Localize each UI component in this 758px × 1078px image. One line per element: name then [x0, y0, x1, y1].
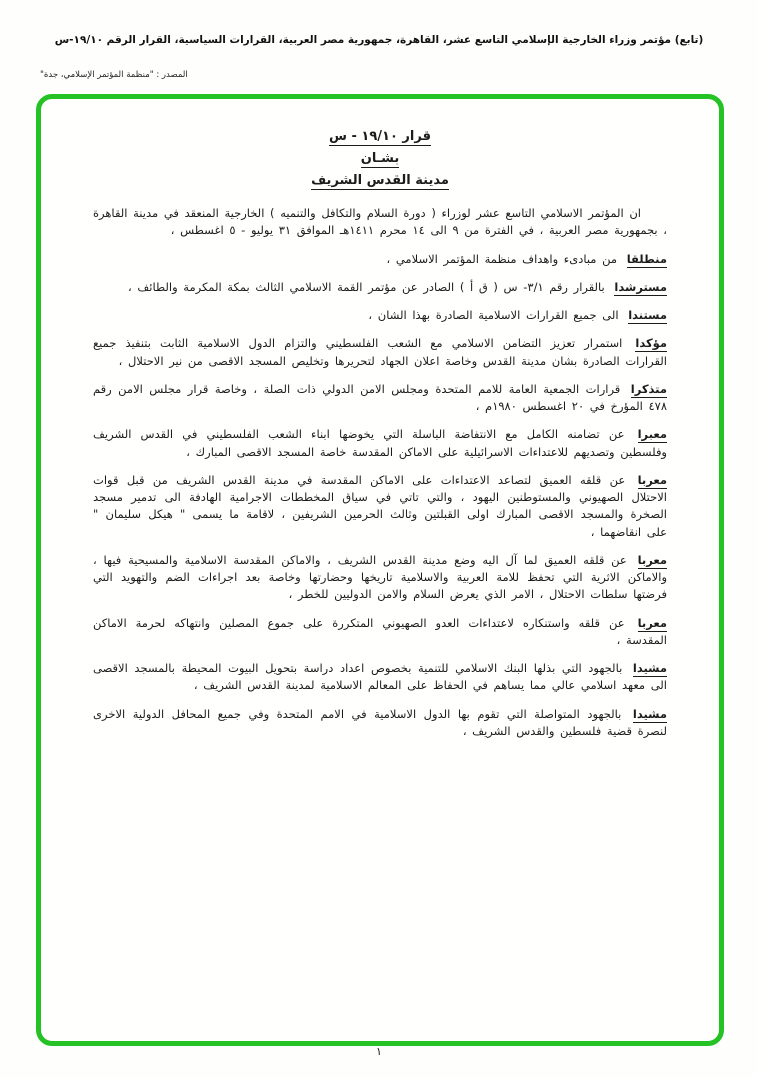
- paragraph-lead: معربا: [637, 615, 667, 630]
- title-line: مدينة القدس الشريف: [311, 173, 449, 188]
- paragraph-lead: مؤكدا: [635, 336, 667, 351]
- page-number: ١: [376, 1045, 382, 1058]
- paragraph: مشيدا بالجهود المتواصلة التي تقوم بها الدول الاسلامية في الامم المتحدة وفي جميع المحافل الدولية الاخرى لنصرة قضية فلسطين والقدس الشريف ،: [93, 706, 667, 738]
- title-line: قرار ١٩/١٠ - س: [329, 129, 431, 144]
- paragraph: مشيدا بالجهود التي بذلها البنك الاسلامي للتنمية بخصوص اعداد دراسة بتحويل البيوت المحيطة بالمسجد الاقصى الى معهد اسلامي عالي مما يساهم في الحفاظ على المعالم الاسلامية لمدينة القدس الشريف ،: [93, 661, 667, 693]
- paragraph-lead: متذكرا: [630, 381, 667, 396]
- title-line: بشـان: [360, 151, 400, 166]
- paragraph-lead: معبرا: [637, 427, 667, 442]
- paragraph: مسترشدا بالقرار رقم ٣/١- س ( ق أ ) الصادر عن مؤتمر القمة الاسلامي الثالث بمكة المكرمة والطائف ،: [127, 279, 667, 294]
- paragraph-lead: مشيدا: [632, 706, 667, 721]
- paragraph: معربا عن قلقه واستنكاره لاعتداءات العدو الصهيوني المتكررة على جموع المصلين وانتهاكه لحرمة الاماكن المقدسة ،: [93, 615, 667, 647]
- paragraph-lead: مسترشدا: [614, 279, 667, 294]
- paragraph: معبرا عن تضامنه الكامل مع الانتفاضة الباسلة التي يخوضها ابناء الشعب الفلسطيني في القدس الشريف وفلسطين وتصديهم للاعتداءات الاسرائيلية على الاماكن المقدسة خاصة المسجد الاقصى المبارك ،: [93, 427, 667, 459]
- paragraph: معربا عن قلقه العميق لما آل اليه وضع مدينة القدس الشريف ، والاماكن المقدسة الاسلامية والمسيحية فيها ، والاماكن الاثرية التي تحفظ للامة العربية والاسلامية تاريخها وحضارتها وخاصة بعد اجراءات الضم والتهويد التي فرضتها سلطات الاحتلال ، الامر الذي يعرض السلام والامن الدوليين للخطر ،: [93, 552, 667, 602]
- paragraph-lead: معربا: [637, 552, 667, 567]
- paragraph: منطلقا من مبادىء واهداف منظمة المؤتمر الاسلامي ،: [386, 251, 667, 266]
- source-line: المصدر : "منظمة المؤتمر الإسلامي، جدة": [40, 70, 188, 80]
- paragraph: مؤكدا استمرار تعزيز التضامن الاسلامي مع الشعب الفلسطيني والتزام الدول الاسلامية الثابت بتنفيذ جميع القرارات الصادرة بشان مدينة القدس وخاصة اعلان الجهاد لتحريرها وتخليص المسجد الاقصى من نير الاحتلال ،: [93, 336, 667, 368]
- paragraph-lead: منطلقا: [626, 251, 667, 266]
- document-body: [41, 99, 719, 1041]
- document-frame: [36, 94, 724, 1046]
- paragraph: متذكرا قرارات الجمعية العامة للامم المتحدة ومجلس الامن الدولي ذات الصلة ، وخاصة قرار مجلس الامن رقم ٤٧٨ المؤرخ في ٢٠ اغسطس ١٩٨٠م ،: [93, 381, 667, 413]
- document-header: (تابع) مؤتمر وزراء الخارجية الإسلامي التاسع عشر، القاهرة، جمهورية مصر العربية، القرارات السياسية، القرار الرقم ١٩/١٠-س: [54, 34, 704, 46]
- paragraph: ان المؤتمر الاسلامي التاسع عشر لوزراء ( دورة السلام والتكافل والتنميه ) الخارجية المنعقد في مدينة القاهرة ، بجمهورية مصر العربية ، في الفترة من ٩ الى ١٤ محرم ١٤١١هـ الموافق ٣١ يوليو - ٥ اغسطس ،: [93, 206, 667, 238]
- paragraph-lead: معربا: [637, 472, 667, 487]
- paragraph-lead: مستندا: [628, 308, 667, 322]
- document-title: [93, 125, 667, 191]
- document-paragraphs: [93, 205, 667, 740]
- paragraph: معربا عن قلقه العميق لتصاعد الاعتداءات على الاماكن المقدسة في مدينة القدس الشريف من قبل قوات الاحتلال الصهيوني والمستوطنين اليهود ، والتي تاتي في سياق المخططات الاجرامية الهادفة الى تدمير مسجد الصخرة والمسجد الاقصى المبارك اولى القبلتين وثالث الحرمين الشريفين ، لاقامة ما يسمى " هيكل سليمان " على انقاضهما ،: [93, 472, 667, 539]
- paragraph-lead: مشيدا: [632, 661, 667, 675]
- paragraph: مستندا الى جميع القرارات الاسلامية الصادرة بهذا الشان ،: [368, 308, 667, 322]
